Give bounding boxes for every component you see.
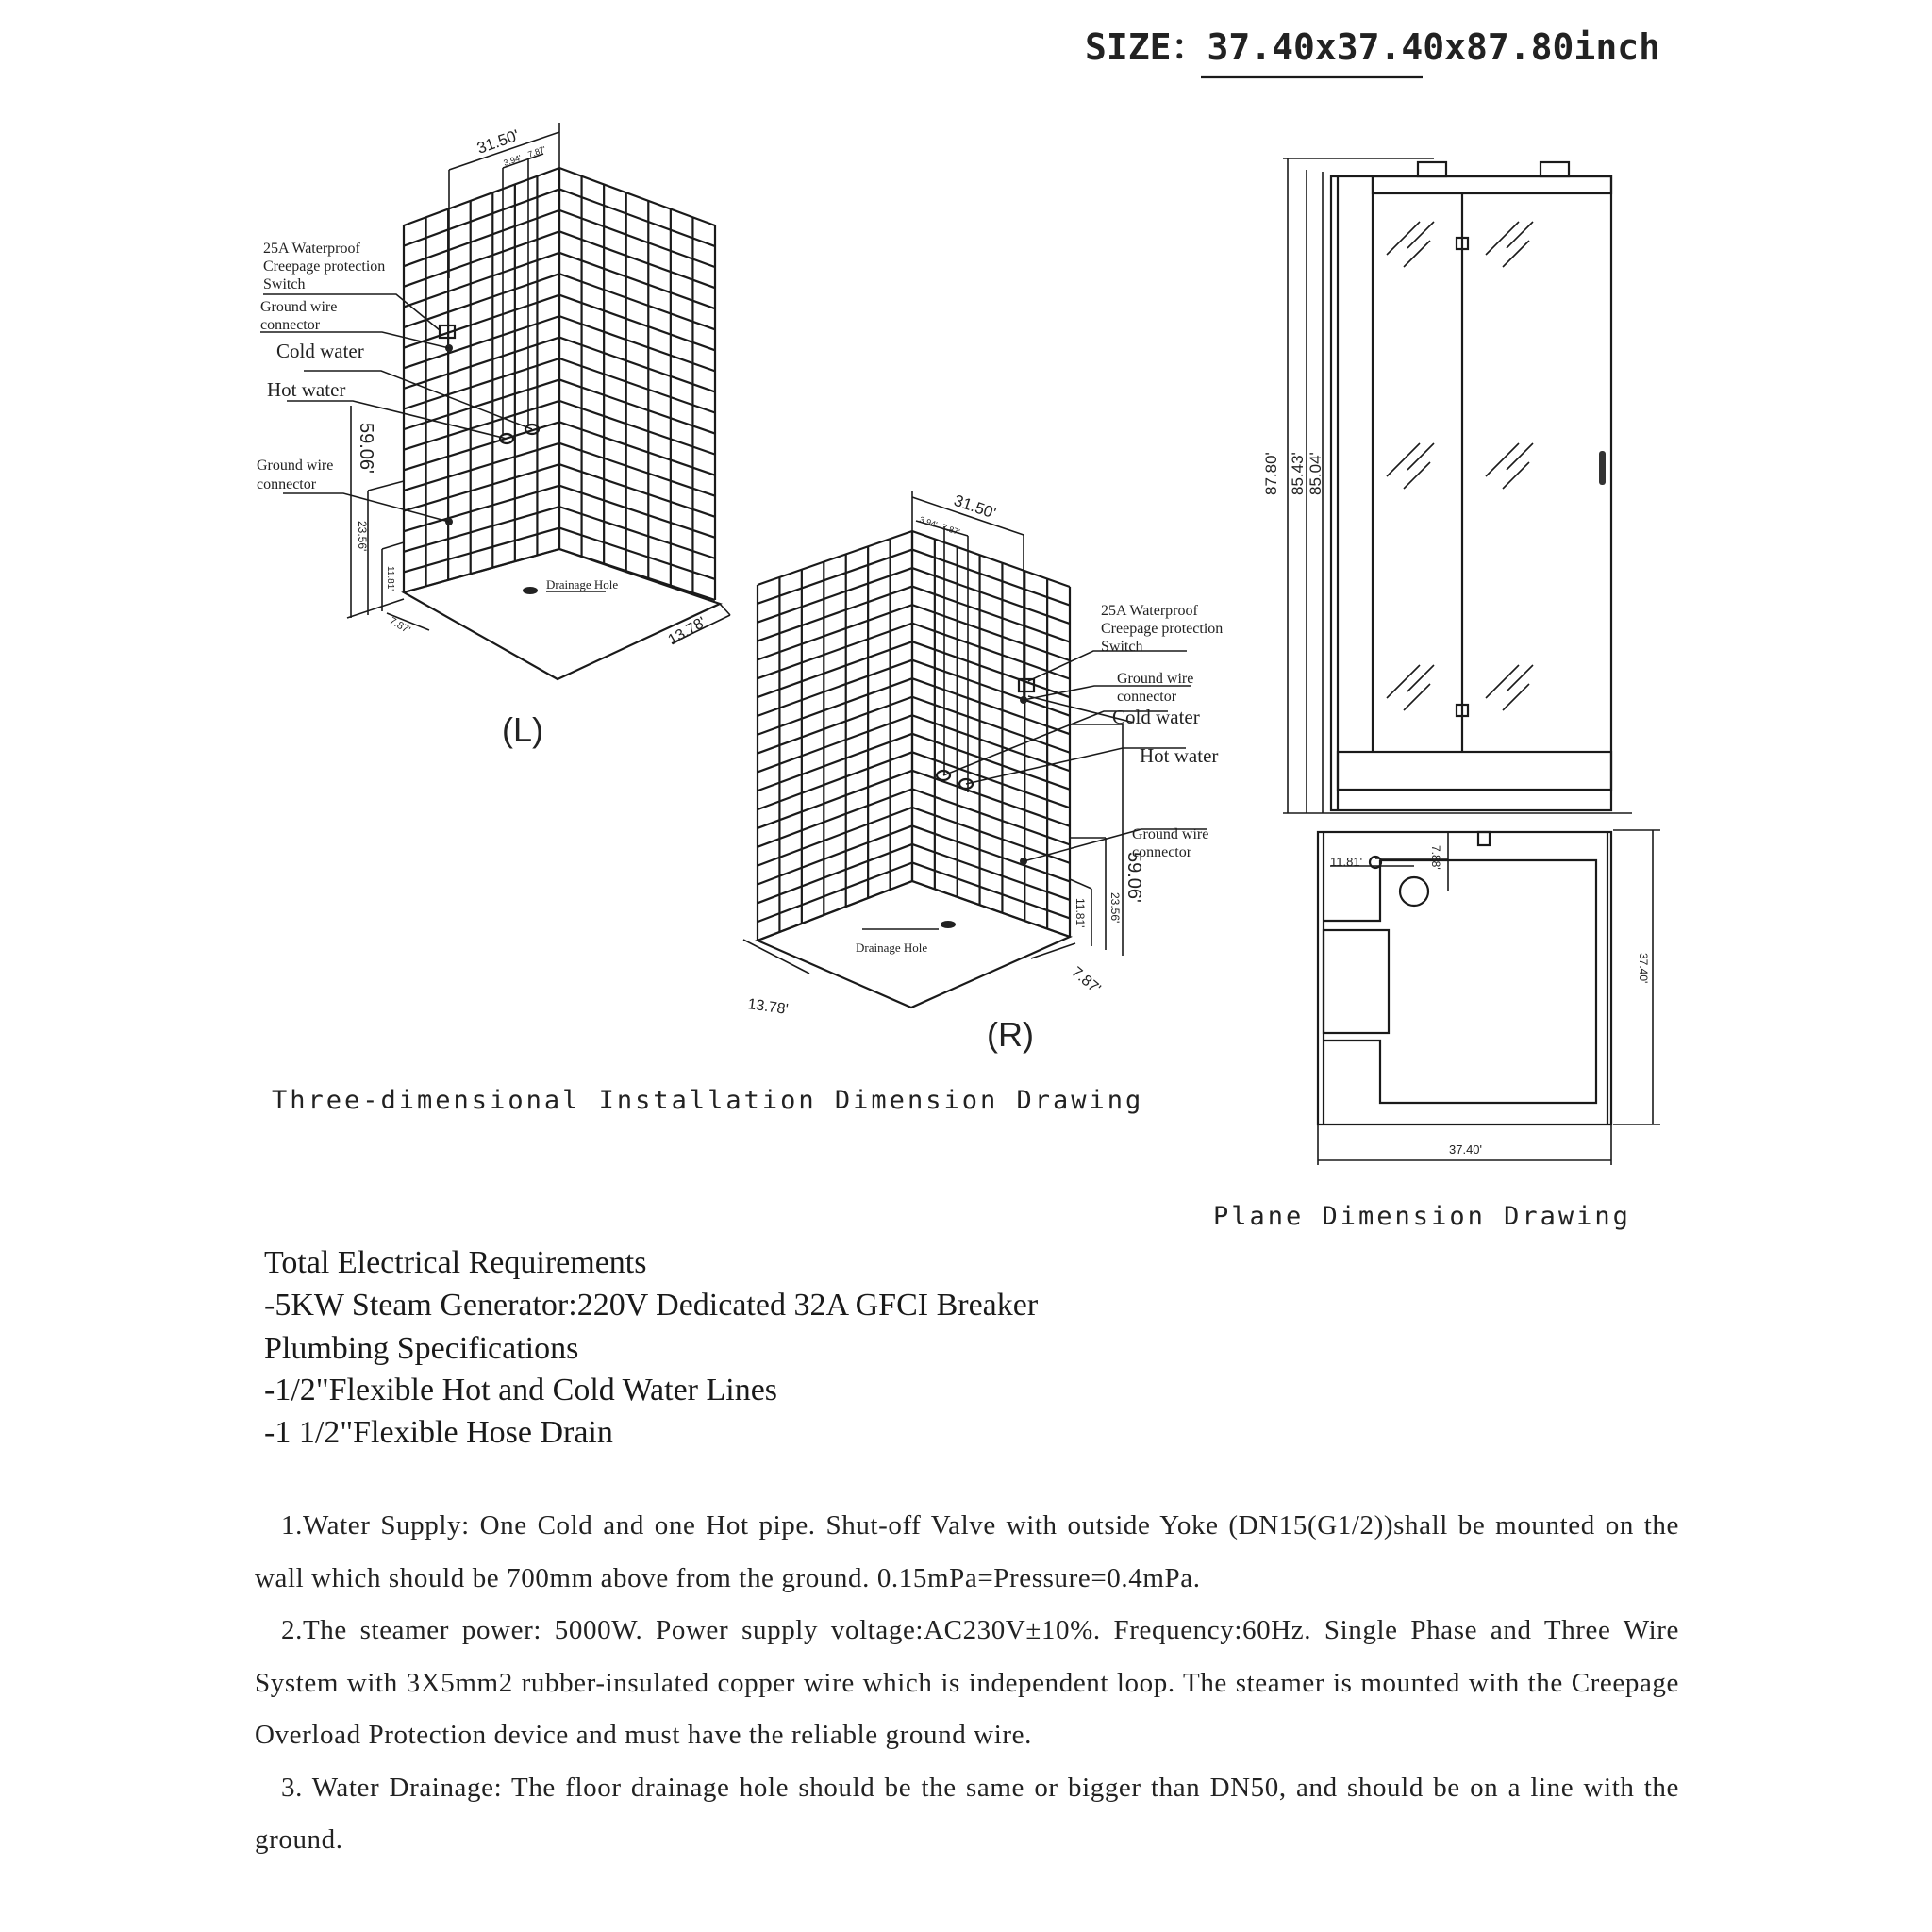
tile-grid-line [404, 507, 559, 552]
dim-line [743, 940, 809, 974]
note-water-supply: 1.Water Supply: One Cold and one Hot pipe. Shut-off Valve with outside Yoke (DN15(G1/2))shall be mounted on the wall which should be 700mm above from the ground. 0.15mPa=Pressure=0.4mPa. [255, 1510, 1679, 1593]
left-floor-dim-13: 13.78' [665, 614, 709, 649]
right-floor-dim-7: 7.87' [1068, 964, 1104, 998]
tile-grid-line [404, 253, 559, 308]
right-floor-dim-13: 13.78' [746, 996, 790, 1018]
tile-grid-line [559, 507, 715, 558]
glass-reflection-mark [1387, 443, 1420, 476]
left-tile-grid [404, 168, 715, 600]
right-ground-wire-label-1: Ground wire [1117, 671, 1194, 687]
door-handle-icon [1599, 451, 1606, 485]
left-ground-wire-label-2: connector [260, 317, 321, 333]
plan-outline [1318, 832, 1611, 1124]
glass-reflection-mark [1486, 443, 1519, 476]
left-hot-water-label: Hot water [267, 378, 346, 401]
tile-grid-line [559, 358, 715, 413]
tile-grid-line [758, 752, 912, 809]
glass-reflection-mark [1404, 684, 1430, 710]
glass-reflection-mark [1404, 241, 1430, 267]
glass-reflection-mark [1503, 684, 1529, 710]
right-height-dim-11: 11.81' [1074, 898, 1087, 928]
note-steamer-power: 2.The steamer power: 5000W. Power supply voltage:AC230V±10%. Frequency:60Hz. Single Phase and Three Wire System with 3X5mm2 rubber-insulated copper wire which is independent loop. The steamer is mounted with the Creepage Overload Protection device and must have the reliable ground wire. [255, 1615, 1679, 1750]
glass-reflection-mark [1407, 222, 1434, 248]
glass-reflection-mark [1507, 665, 1533, 691]
elevation-top-bar [1373, 176, 1611, 193]
tile-grid-line [559, 486, 715, 538]
size-title: SIZE：37.40x37.40x87.80inch [1085, 26, 1660, 68]
dim-line [1070, 879, 1091, 889]
glass-reflection-mark [1507, 222, 1533, 248]
left-switch-label-3: Switch [263, 276, 306, 292]
glass-reflection-mark [1404, 462, 1430, 489]
tile-grid-line [559, 295, 715, 351]
tile-grid-line [559, 338, 715, 392]
tile-grid-line [559, 401, 715, 455]
right-height-dim-59: 59.06' [1124, 852, 1144, 903]
spec-water-lines: -1/2"Flexible Hot and Cold Water Lines [264, 1373, 778, 1407]
note-water-drainage: 3. Water Drainage: The floor drainage hole should be the same or bigger than DN50, and should be on a line with the ground. [255, 1772, 1679, 1855]
plan-depth-dim: 37.40' [1637, 953, 1650, 984]
tile-grid-line [559, 443, 715, 496]
right-cold-water-label: Cold water [1112, 706, 1200, 728]
elevation-base [1338, 752, 1611, 790]
plan-offset-y-dim: 7.88' [1429, 845, 1442, 870]
right-drainage-label: Drainage Hole [856, 941, 928, 955]
plan-seat [1324, 930, 1389, 1033]
glass-reflection-mark [1486, 665, 1519, 698]
left-pipe-dim-1: 3.94' [502, 153, 523, 168]
right-ground-wire-label-2: connector [1117, 689, 1177, 705]
tile-grid-line [758, 734, 912, 791]
left-height-dim-23: 23.56' [356, 521, 369, 552]
height-dim-87-80: 87.80' [1262, 452, 1280, 495]
tile-grid-line [559, 274, 715, 329]
plan-tray [1324, 860, 1380, 921]
tile-grid-line [404, 443, 559, 491]
right-switch-label-1: 25A Waterproof [1101, 603, 1198, 619]
tile-grid-line [559, 422, 715, 475]
plan-door-pipe [1478, 832, 1490, 845]
right-switch-label-2: Creepage protection [1101, 621, 1224, 637]
left-floor [404, 549, 720, 679]
tile-grid-line [559, 528, 715, 579]
three-d-caption: Three-dimensional Installation Dimension Drawing [272, 1086, 1144, 1115]
left-pipe-dim-2: 7.87' [526, 144, 547, 159]
tile-grid-line [404, 486, 559, 532]
glass-reflection-mark [1507, 443, 1533, 470]
tile-grid-line [404, 295, 559, 348]
steam-outlet-icon [1541, 162, 1569, 176]
tile-grid-line [559, 464, 715, 517]
glass-reflection-mark [1503, 462, 1529, 489]
glass-reflection-mark [1387, 222, 1420, 255]
left-height-dim-11: 11.81' [385, 566, 395, 591]
left-cold-water-label: Cold water [276, 340, 364, 362]
tile-grid-line [404, 528, 559, 573]
dim-line [347, 599, 404, 618]
right-switch-label-3: Switch [1101, 639, 1143, 655]
left-ground-wire-lower-label-2: connector [257, 476, 317, 492]
installation-notes [255, 1500, 1679, 1867]
right-shower-3d-drawing [743, 491, 1223, 1054]
steam-outlet-icon [1418, 162, 1446, 176]
left-width-dim: 31.50' [475, 125, 522, 158]
left-shower-3d-drawing [257, 123, 730, 749]
left-switch-label-1: 25A Waterproof [263, 241, 360, 257]
dim-line [382, 542, 404, 549]
left-drain-hole-icon [523, 587, 538, 594]
tile-grid-line [404, 464, 559, 510]
right-pipe-dim-2: 7.87' [941, 522, 961, 538]
tile-grid-line [404, 338, 559, 389]
tile-grid-line [758, 715, 912, 772]
tile-grid-line [559, 316, 715, 371]
tile-grid-line [758, 862, 912, 922]
tile-grid-line [758, 808, 912, 866]
spec-plumbing-heading: Plumbing Specifications [264, 1331, 579, 1366]
left-ground-wire-lower-label-1: Ground wire [257, 458, 334, 474]
right-pipe-dim-1: 3.94' [918, 514, 939, 530]
plan-width-dim: 37.40' [1449, 1142, 1483, 1157]
left-height-dim-59: 59.06' [356, 423, 376, 474]
tile-grid-line [758, 825, 912, 884]
left-switch-label-2: Creepage protection [263, 258, 386, 275]
spec-hose-drain: -1 1/2"Flexible Hose Drain [264, 1415, 613, 1450]
right-height-dim-23: 23.56' [1108, 892, 1122, 924]
tile-grid-line [404, 358, 559, 409]
tile-grid-line [404, 379, 559, 429]
tile-grid-line [758, 844, 912, 903]
right-drain-hole-icon [941, 921, 956, 928]
plane-elevation-drawing [1262, 158, 1632, 813]
right-ground-wire-lower-label-2: connector [1132, 844, 1192, 860]
plane-caption: Plane Dimension Drawing [1213, 1202, 1631, 1231]
tile-grid-line [559, 231, 715, 288]
right-drawing-label: (R) [987, 1015, 1034, 1054]
left-floor-dim-7: 7.87' [387, 615, 412, 637]
glass-reflection-mark [1387, 665, 1420, 698]
tile-grid-line [404, 231, 559, 287]
left-drainage-label: Drainage Hole [546, 577, 619, 591]
glass-reflection-mark [1407, 665, 1434, 691]
tile-grid-line [758, 789, 912, 846]
tile-grid-line [758, 771, 912, 828]
spec-electrical-heading: Total Electrical Requirements [264, 1245, 647, 1280]
dim-line [368, 481, 404, 491]
plane-plan-drawing [1318, 830, 1660, 1165]
left-drawing-label: (L) [502, 710, 543, 749]
left-ground-wire-label-1: Ground wire [260, 299, 338, 315]
dim-line [720, 604, 730, 615]
tile-grid-line [559, 253, 715, 308]
glass-reflection-mark [1486, 222, 1519, 255]
height-dim-85-04: 85.04' [1307, 452, 1324, 495]
tile-grid-line [559, 379, 715, 433]
leader-line [283, 493, 449, 522]
plan-tray [1324, 860, 1596, 1103]
glass-reflection-mark [1407, 443, 1434, 470]
right-width-dim: 31.50' [951, 491, 999, 523]
height-dim-85-43: 85.43' [1289, 452, 1307, 495]
tile-grid-line [404, 422, 559, 470]
right-ground-wire-lower-label-1: Ground wire [1132, 826, 1209, 842]
glass-reflection-mark [1503, 241, 1529, 267]
spec-steam-generator: -5KW Steam Generator:220V Dedicated 32A GFCI Breaker [264, 1288, 1039, 1323]
glass-reflection-marks [1387, 222, 1533, 710]
plan-offset-x-dim: 11.81' [1330, 855, 1363, 869]
floor-drain-icon [1400, 877, 1428, 906]
right-hot-water-label: Hot water [1140, 744, 1219, 767]
